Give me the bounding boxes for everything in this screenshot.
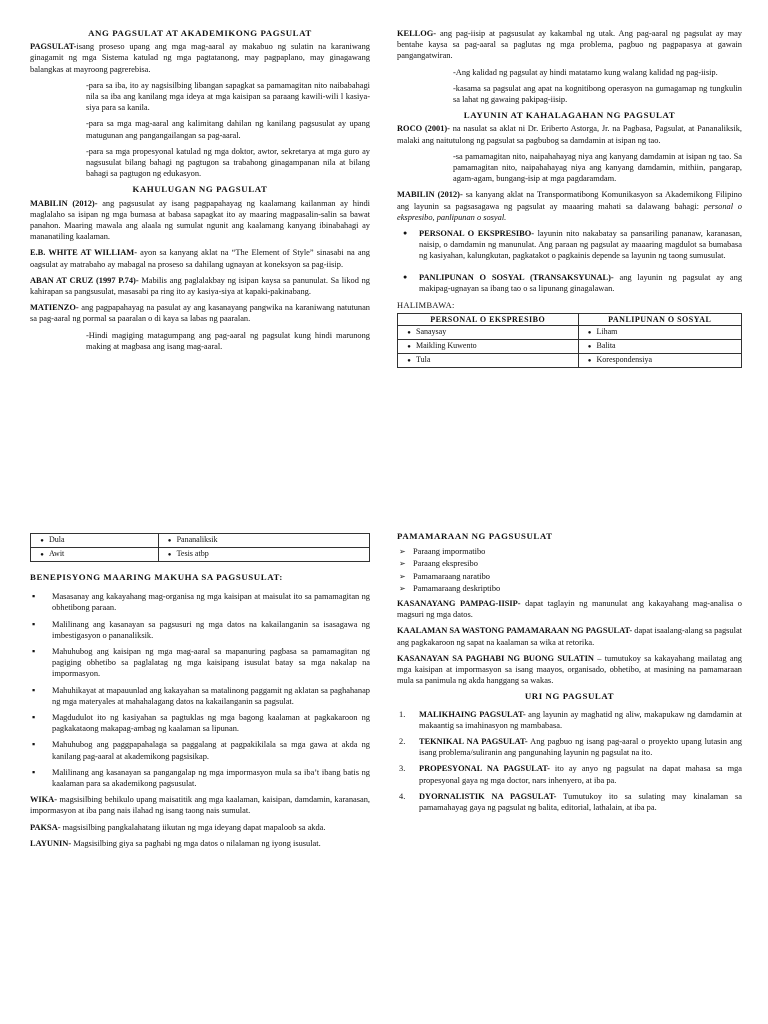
eb-white-term: E.B. WHITE AT WILLIAM- xyxy=(30,248,137,258)
bullet-icon: ● xyxy=(40,552,44,558)
mabilin2-definition xyxy=(397,189,742,223)
list-item: ▪ Masasanay ang kakayahang mag-organisa ng mga kaisipan at maisulat ito sa pamamagitan ng obhetibong paraan. xyxy=(30,591,370,613)
benepisyo-heading: BENEPISYONG MAARING MAKUHA SA PAGSUSULAT: xyxy=(30,572,283,582)
layunin-heading: LAYUNIN AT KAHALAGAHAN NG PAGSULAT xyxy=(463,110,676,121)
table-row xyxy=(31,548,370,562)
mabilin-definition xyxy=(30,198,370,243)
table-row xyxy=(398,340,742,354)
table-cell xyxy=(578,326,742,340)
list-item xyxy=(397,228,742,262)
paragraph-para3: -para sa mga propesyonal katulad ng mga doktor, awtor, sekretarya at mga guro ay nagsusulat bilang bahagi ng pagtugon sa trabahong ginagampanan nila at bilang bahagi sa pagtugon ng edukasyon. xyxy=(86,146,370,179)
bullet-icon: ● xyxy=(587,358,592,365)
paragraph-para4: -Hindi magiging matagumpang ang pag-aaral ng pagsulat kung hindi marunong making at magbasa ang isang mag-aaral. xyxy=(86,330,370,351)
list-number: 3. xyxy=(399,764,406,774)
bullet-icon: ● xyxy=(407,358,411,365)
kaalaman-term: KAALAMAN SA WASTONG PAMAMARAAN NG PAGSULAT- xyxy=(397,626,633,636)
table-row xyxy=(398,326,742,340)
paksa-term: PAKSA- xyxy=(30,822,61,832)
cell-text: Korespondensiya xyxy=(596,355,653,365)
paragraph-pamamagitan: -sa pamamagitan nito, naipahahayag niya ang kanyang damdamin at isipan ng tao. Sa pamamagitan nito, naipahahayag niya ang kanyang damdamin, mithiin, pangarap, agam-agam, bungang-isip at mga pagdaramdam. xyxy=(453,151,742,184)
list-number: 2. xyxy=(399,737,406,747)
list-item: ▪ Malilinang ang kasanayan sa pagsusuri ng mga datos na kakailanganin sa isasagawa ng imbestigasyon o pananaliksik. xyxy=(30,619,370,641)
cell-text: Liham xyxy=(596,327,618,337)
mabilin-def-text: ang pagsusulat ay isang pagpapahayag ng kaalamang kailanman ay hindi maglalaho sa isipan ng mga bumasa at babasa sapagkat ito ay maaring magpasalin-salin sa bawat panahon. Maaring mawala ang alaala ng sumulat ngunit ang kaalamang kanyang ibinabahagi ay mananatiling kaalaman. xyxy=(30,198,370,242)
cell-text: Awit xyxy=(49,549,65,558)
type-term: TEKNIKAL NA PAGSULAT- xyxy=(419,737,528,747)
list-item: ➢ Paraang ekspresibo xyxy=(397,558,742,569)
cell-text: Dula xyxy=(49,535,65,544)
mabilin2-def-text: sa kanyang aklat na Transpormatibong Komunikasyon sa Akademikong Filipino ang layunin sa pagsasagawa ng pagsulat ay maaaring mahati sa dalawang bahagi: xyxy=(397,190,742,211)
list-item xyxy=(397,763,742,785)
page-title: ANG PAGSULAT AT AKADEMIKONG PAGSULAT xyxy=(88,28,312,38)
paragraph-para2: -para sa mga mag-aaral ang kalimitang dahilan ng kanilang pagsusulat ay upang matugunan ang pangangailangan sa pag-aaral. xyxy=(86,119,370,140)
table-cell xyxy=(578,354,742,368)
cell-text: Sanaysay xyxy=(416,327,447,337)
mabilin2-term: MABILIN (2012)- xyxy=(397,190,463,200)
cell-text: Balita xyxy=(596,341,616,351)
bullet-term: PANLIPUNAN O SOSYAL (TRANSAKSYUNAL)- xyxy=(419,272,614,282)
types-list xyxy=(397,709,742,814)
list-item: ▪ Mahuhikayat at mapauunlad ang kakayahan sa matalinong paggamit ng aklatan sa paghahanap ng mga materyales at mahahalagang datos na kakailanganin sa pagsulat. xyxy=(30,685,370,707)
examples-table xyxy=(397,313,742,368)
kellog-term: KELLOG- xyxy=(397,29,437,38)
methods-list xyxy=(397,546,742,594)
type-def: Ang pagbuo ng isang pag-aaral o proyekto upang lutasin ang isang problema/suliranin ang pangunahing layunin ng pagsulat na ito. xyxy=(419,737,742,758)
bullet-icon: ● xyxy=(587,330,592,337)
paragraph-kasama: -kasama sa pagsulat ang apat na kognitibong operasyon na gumagamap ng tungkulin sa lahat ng gawaing pakipag-iisip. xyxy=(453,83,742,105)
table-header: PANLIPUNAN O SOSYAL xyxy=(578,314,742,326)
bullet-icon: ● xyxy=(40,538,44,544)
list-item xyxy=(397,736,742,758)
left-top-column xyxy=(30,28,370,357)
kasanayan2-term: KASANAYAN SA PAGHABI NG BUONG SULATIN xyxy=(397,653,594,663)
aban-cruz-term: ABAN AT CRUZ (1997 P.74)- xyxy=(30,275,139,285)
list-item: ➢ Pamamaraang deskriptibo xyxy=(397,583,742,594)
table-cell xyxy=(31,534,159,548)
kellog-definition xyxy=(397,28,742,62)
list-item xyxy=(397,709,742,731)
kasanayan-definition xyxy=(397,598,742,620)
kasanayan-term: KASANAYANG PAMPAG-IISIP- xyxy=(397,599,521,609)
wika-def-text: magsisilbing behikulo upang maisatitik ang mga kaalaman, kaisipan, damdamin, karanasan, impormasyon at iba pang nais ilahad ng isang taong nais sumulat. xyxy=(30,795,370,816)
right-top-column xyxy=(397,28,742,374)
mabilin-term: MABILIN (2012)- xyxy=(30,198,98,208)
paragraph-kalidad: -Ang kalidad ng pagsulat ay hindi matatamo kung walang kalidad ng pag-iisip. xyxy=(453,67,718,77)
type-def: ang layunin ay maghatid ng aliw, makapukaw ng damdamin at makaantig sa imahinasyon ng mambabasa. xyxy=(419,709,742,730)
matienzo-term: MATIENZO- xyxy=(30,303,79,313)
roco-def-text: na nasulat sa aklat ni Dr. Eriberto Astorga, Jr. na Pagbasa, Pagsulat, at Pananaliksik, malaki ang naitutulong ng pagsulat sa pagbubog sa damdamin at isipan ng tao. xyxy=(397,124,743,145)
matienzo-definition xyxy=(30,302,370,324)
type-def: ito ay anyo ng pagsulat na dapat mahasa sa mga propesyonal gaya ng mga doctor, nars inhenyero, at iba pa. xyxy=(419,764,742,785)
list-item xyxy=(397,791,742,813)
layunin-definition xyxy=(30,838,370,849)
table-header: PERSONAL O EKSPRESIBO xyxy=(398,314,579,326)
list-item: ▪ Magdudulot ito ng kasiyahan sa pagtuklas ng mga bagong kaalaman at pagkakaroon ng pagkakataong makapag-ambag ng kaalaman sa lipunan. xyxy=(30,712,370,734)
list-number: 1. xyxy=(399,709,406,719)
cell-text: Tesis atbp xyxy=(176,549,209,558)
table-row xyxy=(31,534,370,548)
halimbawa-label: HALIMBAWA: xyxy=(397,301,455,311)
table-row xyxy=(398,354,742,368)
bullet-def: layunin nito nakabatay sa pansariling pananaw, karanasan, naisip, o damdamin ng manunulat. Ang paraan ng pagsulat ay maaaring magdulot sa bumabasa ng kasiyahan, kalungkutan, pagkatakot o pagkainis depende sa layunin ng taong sumusulat. xyxy=(419,229,742,261)
layunin-bullet-list xyxy=(397,228,742,294)
right-bottom-column xyxy=(397,531,742,818)
bullet-icon: ● xyxy=(167,538,172,544)
kaalaman-definition xyxy=(397,625,742,647)
eb-white-def-text: ayon sa kanyang aklat na “The Element of Style” sinasabi na ang oagsulat ay matrabaho ay mabagal na proseso sa dahilang ugnayan at koneksyon sa pag-iisip. xyxy=(30,248,370,269)
table-cell xyxy=(578,340,742,354)
type-term: DYORNALISTIK NA PAGSULAT- xyxy=(419,791,557,801)
bullet-def: ang layunin ng pagsulat ay ang makipag-ugnayan sa ibang tao o sa lipunang ginagalawan. xyxy=(419,272,743,293)
eb-white-definition xyxy=(30,247,370,269)
layunin-term: LAYUNIN- xyxy=(30,838,72,848)
kasanayan2-definition xyxy=(397,653,742,687)
list-number: 4. xyxy=(399,791,406,801)
bullet-icon: ● xyxy=(587,344,592,351)
pamamaraan-heading: PAMAMARAAN NG PAGSUSULAT xyxy=(397,531,553,541)
list-item: ▪ Malilinang ang kasanayan sa pangangalap ng mga impormasyon mula sa iba’t ibang batis ng kaalaman para sa akademikong pagsusulat. xyxy=(30,767,370,789)
paksa-definition xyxy=(30,822,370,833)
list-item: ▪ Mahuhubog ang paggpapahalaga sa paggalang at pagpakikilala sa mga gawa at akda ng kanilang pag-aaral at akademikong pagsisikap. xyxy=(30,739,370,761)
table-cell xyxy=(158,534,369,548)
matienzo-def-text: ang pagpapahayag na pasulat ay ang kasanayang pangwika na karaniwang natutunan sa pag-aaral ng pormal sa paaralan o di kaya sa labas ng paaralan. xyxy=(30,303,370,324)
list-item xyxy=(397,272,742,294)
bullet-icon: ● xyxy=(167,552,172,558)
pagsulat-def-text: isang proseso upang ang mga mag-aaral ay makabuo ng sulatin na karaniwang ginagamit ng mga Sistema katulad ng mga pagtatanong, may pagpaplano, may ginagawang balangkas at mayroong pagrerebisa. xyxy=(30,42,370,74)
kasanayan2-def-text: – tumutukoy sa kakayahang mailatag ang mga kaisipan at impormasyon sa isang maayos, organisado, obhetibo, at masining na pamamaraan mula sa panimula ng akda hanggang sa wakas. xyxy=(397,653,742,686)
cell-text: Tula xyxy=(416,355,431,365)
table-header-row xyxy=(398,314,742,326)
bullet-icon: ● xyxy=(407,330,411,337)
table-cell xyxy=(398,340,579,354)
table-cell xyxy=(31,548,159,562)
mabilin2-italic-text: personal o ekspresibo, panlipunan o sosyal. xyxy=(397,201,742,222)
pagsulat-definition xyxy=(30,41,370,75)
bullet-icon: ● xyxy=(407,344,411,351)
list-item: ➢ Pamamaraang naratibo xyxy=(397,571,742,582)
table-cell xyxy=(158,548,369,562)
paragraph-para1: -para sa iba, ito ay nagsisilbing libangan sapagkat sa pamamagitan nito naibabahagi nila sa iba ang kanilang mga ideya at mga kaisipan sa paraang kawili-wili l kasiya-siya para sa kanila. xyxy=(86,80,370,113)
wika-term: WIKA- xyxy=(30,795,57,805)
kellog-def-text: ang pag-iisip at pagsusulat ay kakambal ng utak. Ang pag-aaral ng pagsulat ay may bentahe kaysa sa pag-aaral sa paglutas ng mga problema, pagbuo ng pagpapasya at gawain pangangatwiran. xyxy=(397,29,742,61)
cell-text: Maikling Kuwento xyxy=(416,341,477,351)
pagsulat-term: PAGSULAT- xyxy=(30,42,77,52)
list-item: ▪ Mahuhubog ang kaisipan ng mga mag-aaral sa mapanuring pagbasa sa pamamagitan ng pagiging obhetibo sa paglalatag ng mga kaisipang isusulat batay sa mga nakalap na impormasyon. xyxy=(30,646,370,680)
uri-heading: URI NG PAGSULAT xyxy=(524,691,615,702)
paksa-def-text: magsisilbing pangkalahatang iikutan ng mga ideyang dapat mapaloob sa akda. xyxy=(60,822,326,832)
kasanayan-def-text: dapat taglayin ng manunulat ang kakayahang mag-analisa o magsuri ng mga datos. xyxy=(397,599,742,620)
list-item: ➢ Paraang impormatibo xyxy=(397,546,742,557)
roco-term: ROCO (2001)- xyxy=(397,124,450,134)
type-def: Tumutukoy ito sa sulating may kinalaman sa pamamahayag gaya ng pagsulat ng balita, editorial, lathalain, at iba pa. xyxy=(419,791,742,813)
roco-definition xyxy=(397,123,742,145)
benefits-list xyxy=(30,591,370,789)
table-cell xyxy=(398,326,579,340)
type-term: PROPESYONAL NA PAGSULAT- xyxy=(419,764,550,774)
wika-definition xyxy=(30,794,370,816)
layunin-def-text: Magsisilbing giya sa paghabi ng mga datos o nilalaman ng iyong isusulat. xyxy=(71,838,321,848)
kahulugan-heading: KAHULUGAN NG PAGSULAT xyxy=(132,184,268,195)
bullet-term: PERSONAL O EKSPRESIBO- xyxy=(419,229,535,239)
aban-cruz-def-text: Mabilis ang paglalakbay ng isipan kaysa sa panunulat. Sa likod ng kahirapan sa pangsusulat, masasabi pa ring ito ay kasiya-siya at kapaki-pakinabang. xyxy=(30,275,370,297)
table-cell xyxy=(398,354,579,368)
cell-text: Pananaliksik xyxy=(176,535,218,544)
aban-cruz-definition xyxy=(30,275,370,297)
examples-table-continued xyxy=(30,533,370,562)
kaalaman-def-text: dapat isaalang-alang sa pagsulat ang pagkakaroon ng sapat na kaalaman sa wika at retorika. xyxy=(397,626,742,647)
left-bottom-column xyxy=(30,531,370,854)
type-term: MALIKHAING PAGSULAT- xyxy=(419,709,526,719)
